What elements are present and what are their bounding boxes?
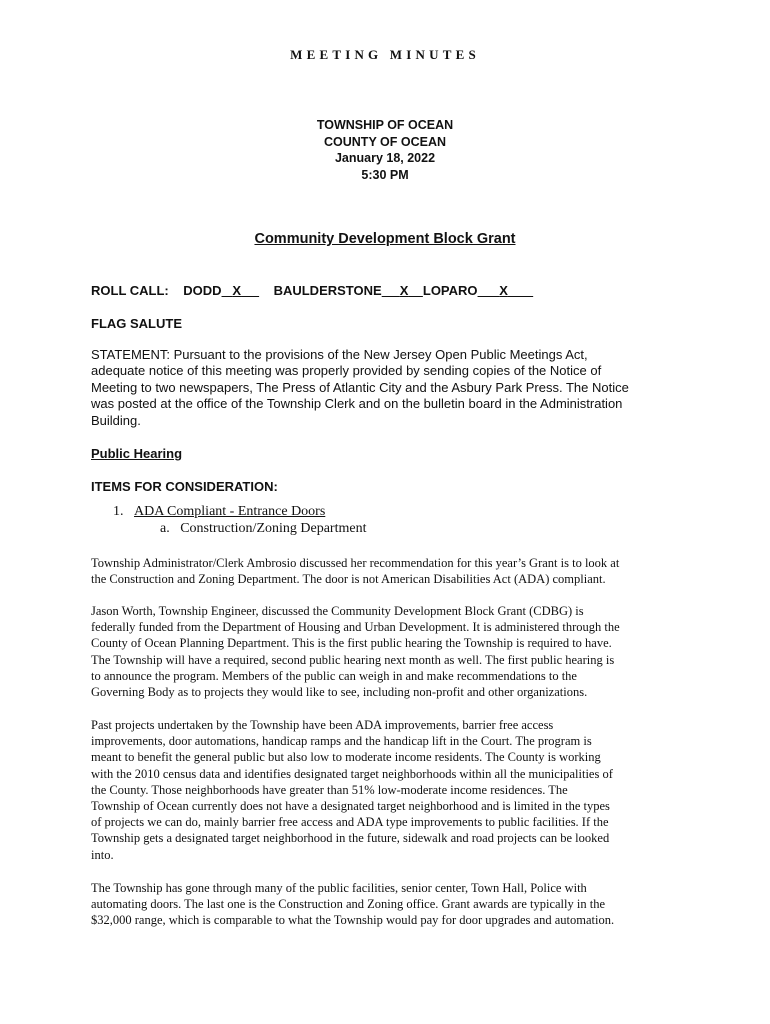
agenda-subitem-a (160, 521, 366, 537)
public-hearing-heading: Public Hearing (91, 446, 183, 461)
paragraph-line: $32,000 range, which is comparable to what the Township would pay for door upgrades and automation. (91, 913, 615, 928)
document-heading: MEETING MINUTES (290, 47, 480, 62)
header-line-time: 5:30 PM (361, 167, 409, 182)
roll-call-member-vote: X (399, 283, 409, 298)
roll-call-label: ROLL CALL: (91, 283, 169, 298)
paragraph-line: to announce the program. Members of the public can weigh in and make recommendations to the (91, 668, 577, 683)
statement-line: STATEMENT: Pursuant to the provisions of the New Jersey Open Public Meetings Act, (91, 347, 588, 362)
paragraph-line: County of Ocean Planning Department. This is the first public hearing the Township is required to have. (91, 636, 612, 651)
paragraph-line: federally funded from the Department of Housing and Urban Development. It is administered through the (91, 620, 620, 635)
paragraph-line: with the 2010 census data and identifies designated target neighborhoods within all the municipalities of (91, 766, 613, 781)
paragraph-line: The Township will have a required, second public hearing next month as well. The first public hearing is (91, 652, 615, 667)
roll-call-member-name: LOPARO (422, 283, 478, 298)
paragraph-line: Township gets a designated target neighborhood in the future, sidewalk and road projects can be looked (91, 831, 610, 846)
paragraph-line: automating doors. The last one is the Construction and Zoning office. Grant awards are typically in the (91, 897, 605, 912)
statement-line: was posted at the office of the Township Clerk and on the bulletin board in the Administration (91, 396, 623, 412)
agenda-item-number: 1. (113, 504, 124, 519)
section-title: Community Development Block Grant (254, 231, 516, 247)
paragraph-line: improvements, door automations, handicap ramps and the handicap lift in the Court. The program is (91, 734, 592, 749)
paragraph-line: meant to benefit the general public but also low to moderate income residents. The County is working (91, 750, 601, 765)
header-line-date: January 18, 2022 (334, 151, 436, 165)
agenda-item-1 (113, 504, 325, 520)
paragraph-line: Governing Body as to projects they would like to see, including non-profit and other organizations. (91, 685, 588, 700)
paragraph-line: into. (91, 847, 114, 862)
statement-paragraph (91, 347, 691, 429)
items-heading: ITEMS FOR CONSIDERATION: (91, 479, 278, 494)
statement-line: adequate notice of this meeting was properly provided by sending copies of the Notice of (91, 363, 602, 379)
meeting-header (0, 117, 770, 183)
roll-call-member-name: BAULDERSTONE (273, 283, 382, 298)
statement-line: Meeting to two newspapers, The Press of Atlantic City and the Asbury Park Press. The Notice (91, 379, 629, 395)
paragraph-line: Jason Worth, Township Engineer, discussed the Community Development Block Grant (CDBG) is (91, 604, 584, 618)
paragraph-line: Township of Ocean currently does not have a designated target neighborhood and is limited in the types (91, 799, 610, 814)
paragraph-facilities (91, 880, 691, 929)
header-line-township: TOWNSHIP OF OCEAN (316, 118, 454, 132)
paragraph-recommendation (91, 555, 691, 587)
agenda-item-text: ADA Compliant - Entrance Doors (134, 504, 326, 519)
flag-salute: FLAG SALUTE (91, 316, 182, 331)
paragraph-cdbg (91, 603, 691, 700)
paragraph-line: The Township has gone through many of the public facilities, senior center, Town Hall, Police with (91, 881, 587, 895)
paragraph-past-projects (91, 717, 691, 863)
agenda-subitem-letter: a. (160, 521, 170, 536)
statement-line: Building. (91, 412, 141, 428)
paragraph-line: of projects we can do, mainly barrier free access and ADA type improvements to public facilities. If the (91, 815, 609, 830)
paragraph-line: the Construction and Zoning Department. The door is not American Disabilities Act (ADA) compliant. (91, 572, 606, 587)
paragraph-line: Township Administrator/Clerk Ambrosio discussed her recommendation for this year’s Grant is to look at (91, 556, 620, 570)
paragraph-line: Past projects undertaken by the Township have been ADA improvements, barrier free access (91, 718, 554, 732)
header-line-county: COUNTY OF OCEAN (324, 134, 446, 149)
roll-call (91, 283, 533, 298)
roll-call-member-name: DODD (183, 283, 222, 298)
agenda-subitem-text: Construction/Zoning Department (180, 521, 367, 536)
roll-call-member-vote: X (499, 283, 508, 298)
roll-call-member-vote: X (232, 283, 242, 298)
paragraph-line: the County. Those neighborhoods have greater than 51% low-moderate income residences. The (91, 782, 568, 797)
